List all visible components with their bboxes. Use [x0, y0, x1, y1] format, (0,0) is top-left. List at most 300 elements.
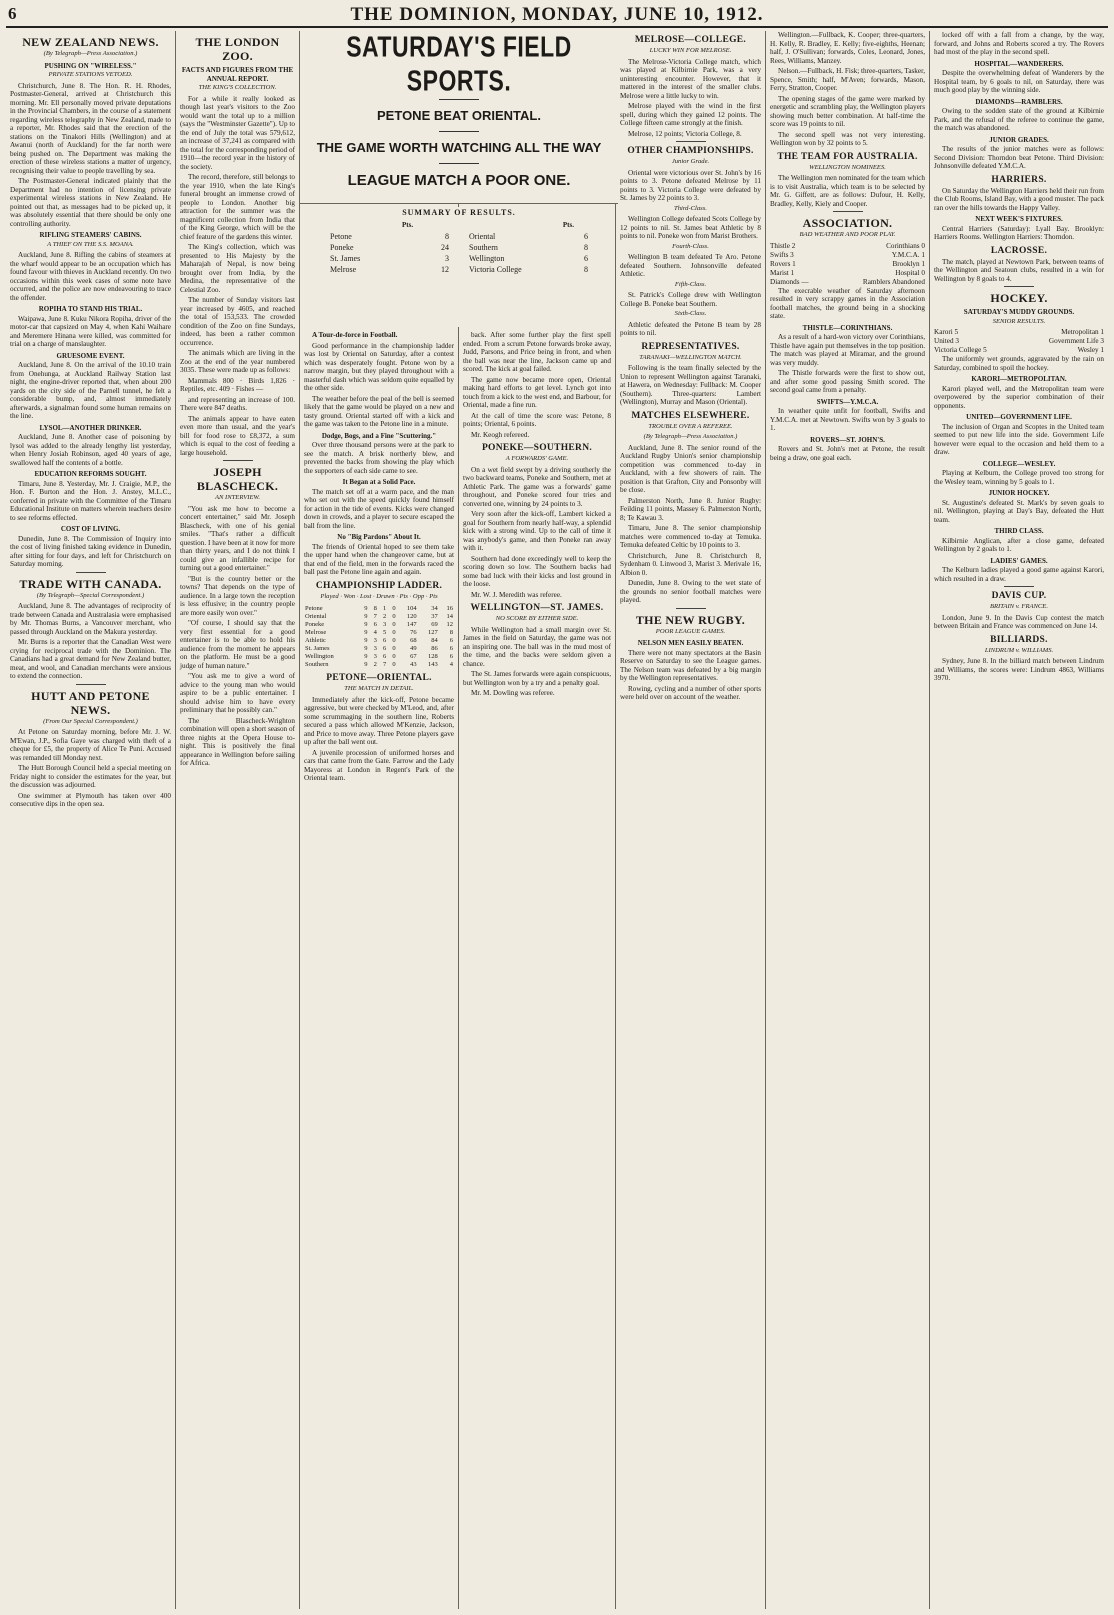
paragraph: The Thistle forwards were the first to show out, and after some good passing Smith scored. The second goal came from a penalty. — [770, 369, 925, 394]
ladder-cell: 9 — [364, 661, 368, 668]
paragraph: Wellington College defeated Scots College by 12 points to nil. St. James beat Athletic by 8 points to nil. Poneke won from Marist Brothers. — [620, 215, 761, 240]
ladder-cell: 14 — [446, 613, 453, 620]
ladder-cell: 3 — [382, 621, 387, 628]
ladder-cell: 5 — [382, 629, 387, 636]
subheadline: LYSOL—ANOTHER DRINKER. — [39, 423, 142, 432]
subheadline: THIRD CLASS. — [994, 527, 1044, 535]
paragraph: locked off with a fall from a change, by the way, forward, and Johns and Roberts scored a try. The Rovers had most of the play in the second spell. — [934, 31, 1104, 56]
subheadline: A THIEF ON THE S.S. MOANA. — [47, 240, 134, 248]
ladder-cell: 8 — [449, 629, 453, 636]
ladder-cell: 9 — [364, 637, 368, 644]
column-7 — [930, 31, 1108, 1609]
headline: TRADE WITH CANADA. — [19, 576, 162, 591]
ladder-cell: 84 — [431, 637, 438, 644]
away-points: 6 — [584, 232, 588, 241]
paragraph: As a result of a hard-won victory over Corinthians, Thistle have again put themselves in the top position. The match was played at Miramar, and the ground was very muddy. — [770, 333, 925, 367]
ladder-row — [304, 621, 454, 629]
ladder-row — [304, 613, 454, 621]
divider — [676, 141, 706, 142]
subheadline: LADIES' GAMES. — [990, 556, 1048, 565]
subheadline: No "Big Pardons" About It. — [337, 533, 421, 541]
ladder-cell: Athletic — [305, 637, 326, 644]
result-line — [770, 242, 925, 251]
ladder-cell: Petone — [305, 605, 323, 612]
home-points: 3 — [445, 254, 449, 263]
subheadline: TROUBLE OVER A REFEREE. — [648, 422, 733, 430]
paragraph: The Melrose-Victoria College match, which was played at Kilbirnie Park, was a very uninteresting encounter. However, that it mattered in the interest of the smaller clubs. Melrose were a little lucky to win. — [620, 57, 761, 100]
feature-deck-2: THE GAME WORTH WATCHING ALL THE WAY — [316, 140, 602, 155]
ladder-row — [304, 605, 454, 613]
subheadline: KARORI—METROPOLITAN. — [971, 375, 1067, 383]
result-row — [310, 264, 608, 275]
away-points: 8 — [584, 243, 588, 252]
paragraph: Waipawa, June 8. Kuku Nikora Ropiha, driver of the motor-car that capsized on May 4, when Kahi Waihare and Meremere Hinana were killed, was committed for trial on a charge of manslaughter. — [10, 314, 171, 348]
divider — [439, 131, 479, 132]
subheadline: Fourth-Class. — [672, 242, 709, 250]
ladder-cell: 4 — [373, 629, 377, 636]
paragraph: The weather before the peal of the bell is seemed likely that the game would be played on a new and tasty ground. Oriental started off with a kick and the game was taken to the Petone line in a minute. — [304, 394, 454, 428]
ladder-cell: 0 — [392, 613, 396, 620]
ladder-cell: Wellington — [305, 653, 334, 660]
ladder-cell: 16 — [446, 605, 453, 612]
paragraph: St. Patrick's College drew with Wellington College B. Poneke beat Southern. — [620, 291, 761, 308]
home-points: 8 — [445, 232, 449, 241]
divider — [1004, 286, 1034, 287]
paragraph: Christchurch, June 8. Christchurch 8, Sydenham 0. Linwood 3, Marist 3. Merivale 16, Albion 0. — [620, 551, 761, 577]
feature-deck-3: LEAGUE MATCH A POOR ONE. — [347, 172, 571, 189]
ladder-cell: Melrose — [305, 629, 327, 636]
subheadline: Dodge, Bogs, and a Fine "Scuttering." — [321, 431, 437, 440]
ladder-cell: 6 — [382, 653, 387, 660]
ladder-cell: Poneke — [305, 621, 325, 628]
championship-ladder — [304, 605, 454, 669]
hockey-results — [934, 328, 1104, 355]
result-line — [934, 346, 1104, 355]
ladder-cell: 86 — [431, 645, 438, 652]
ladder-cell: 104 — [406, 605, 417, 612]
headline: PETONE—ORIENTAL. — [326, 673, 432, 683]
divider — [1004, 586, 1034, 587]
team-score: Government Life 3 — [1048, 337, 1104, 345]
team-score: Karori 5 — [934, 328, 959, 336]
paragraph: "You ask me how to become a concert entertainer," said Mr. Joseph Blascheck, with one of his genial smiles. "That's rather a difficult question. I have been at it now for more than thirty years, and I do not think I could give an infallible recipe for turning out a good entertainer." — [180, 504, 295, 572]
ladder-header: Played · Won · Lost · Drawn · Pts · Opp · Pts — [320, 592, 438, 600]
subheadline: BAD WEATHER AND POOR PLAY. — [799, 231, 896, 238]
headline: MELROSE—COLLEGE. — [634, 35, 747, 45]
paragraph: Southern had done exceedingly well to keep the scoring down so low. The Southern backs had some bad luck with their kicks and lost ground in the loose. — [463, 554, 611, 588]
headline: HUTT AND PETONE NEWS. — [31, 688, 150, 717]
paragraph: "But is the country better or the towns? That depends on the type of audience. In a large town the reception is less effusive; in the country people are more easily won over." — [180, 574, 295, 617]
home-team: Petone — [330, 232, 352, 241]
headline: THE NEW RUGBY. — [635, 612, 746, 627]
home-team: Melrose — [330, 265, 357, 274]
spacer — [449, 242, 469, 253]
ladder-cell: 9 — [364, 645, 368, 652]
ladder-cell: 6 — [449, 637, 453, 644]
subheadline: Fifth-Class. — [674, 280, 707, 288]
subheadline: ROPIHA TO STAND HIS TRIAL. — [38, 305, 143, 313]
away-points: 8 — [584, 265, 588, 274]
points-header — [310, 220, 608, 231]
paragraph: Mr. W. J. Meredith was referee. — [471, 590, 562, 599]
away-team: Oriental — [469, 232, 496, 241]
subheadline: COLLEGE—WESLEY. — [982, 459, 1056, 468]
ladder-cell: 6 — [382, 637, 387, 644]
paragraph: The uniformly wet grounds, aggravated by the rain on Saturday, combined to spoil the hockey. — [934, 355, 1104, 372]
subheadline: A FORWARDS' GAME. — [505, 455, 569, 462]
ladder-cell: 0 — [392, 637, 396, 644]
paragraph: Mr. Burns is a reporter that the Canadian West were crying for reciprocal trade with the Dominion. The Canadians had a great demand for New Zealand butter, meat, and wool, and Canadian merchants were anxious to extend the connection. — [10, 638, 171, 680]
ladder-row — [304, 629, 454, 637]
divider — [439, 163, 479, 164]
subheadline: FACTS AND FIGURES FROM THE ANNUAL REPORT. — [181, 66, 294, 83]
paragraph: St. Augustine's defeated St. Mark's by seven goals to nil. Wellington, playing at Day's Bay, defeated the Hutt team. — [934, 498, 1104, 524]
subheadline: EDUCATION REFORMS SOUGHT. — [34, 470, 147, 478]
paragraph: The animals which are living in the Zoo at the end of the year numbered 3035. These were made up as follows: — [180, 349, 295, 374]
paragraph: The record, therefore, still belongs to the year 1910, when the late King's funeral brought an immense crowd of people to London. Another big attraction for the summer was the magnificent collection from India that of the King George, which will be the chief feature of the gardens this winter. — [180, 173, 295, 241]
paragraph: Karori played well, and the Metropolitan team were overpowered by the superior combination of their opponents. — [934, 384, 1104, 410]
paragraph: The inclusion of Organ and Scoptes in the United team seemed to put new life into the side. Government Life however were equal to the occasion and held them to a draw. — [934, 422, 1104, 456]
team-score: Corinthians 0 — [886, 241, 925, 250]
ladder-row — [304, 637, 454, 645]
ladder-row — [304, 653, 454, 661]
paragraph: Dunedin, June 8. Owing to the wet state of the grounds no senior football matches were played. — [620, 579, 761, 604]
paragraph: Mr. M. Dowling was referee. — [471, 689, 555, 697]
ladder-cell: 143 — [427, 661, 438, 668]
headline: REPRESENTATIVES. — [641, 341, 740, 352]
ladder-cell: 6 — [373, 621, 377, 628]
subheadline: TARANAKI—WELLINGTON MATCH. — [639, 353, 742, 361]
divider — [439, 99, 479, 100]
ladder-cell: 9 — [364, 653, 368, 660]
ladder-cell: 12 — [446, 621, 453, 628]
ladder-cell: 7 — [373, 613, 377, 620]
animal-table: Mammals 800 · Birds 1,826 · Reptiles, etc. 409 · Fishes — — [180, 376, 295, 393]
summary-title: SUMMARY OF RESULTS. — [402, 208, 516, 217]
team-score: Brooklyn 1 — [892, 259, 925, 268]
team-score: Victoria College 5 — [934, 346, 987, 354]
paragraph: The second spell was not very interesting. Wellington won by 32 points to 5. — [770, 130, 925, 147]
paragraph: Sydney, June 8. In the billiard match between Lindrum and Williams, the scores were: Lindrum 4863, Williams 3970. — [934, 657, 1104, 682]
headline: PONEKE—SOUTHERN. — [481, 443, 593, 453]
ladder-cell: 4 — [449, 661, 453, 668]
subheadline: JUNIOR HOCKEY. — [988, 489, 1050, 497]
paragraph: Nelson.—Fullback, H. Fisk; three-quarters, Tasker, Spence, Smith; half, M'Aven; forwards, Mason, Ferry, Stratton, Cooper. — [770, 67, 925, 92]
subheadline: Junior Grade. — [671, 158, 710, 165]
pts-label-away: Pts. — [562, 221, 574, 229]
paragraph: At the call of time the score was: Petone, 8 points; Oriental, 6 points. — [463, 411, 611, 428]
columns — [6, 31, 1108, 1611]
team-score: Ramblers Abandoned — [862, 277, 925, 286]
team-score: Metropolitan 1 — [1061, 328, 1104, 336]
column-1 — [6, 31, 176, 1609]
paragraph: Playing at Kelburn, the College proved too strong for the Wesley team, winning by 5 goals to 1. — [934, 469, 1104, 486]
paragraph: The Wellington men nominated for the team which is to visit Australia, which team is to be selected by Mr. G. Giffett, are as follows: Dufour, H. Kelly, Bradley, Kelly, Kiely and Cooper. — [770, 174, 925, 208]
subheadline: BRITAIN v. FRANCE. — [990, 603, 1048, 610]
subheadline: SENIOR RESULTS. — [992, 317, 1046, 325]
subheadline: PRIVATE STATIONS VETOED. — [48, 71, 133, 78]
ladder-cell: 0 — [392, 645, 396, 652]
paragraph: The St. James forwards were again conspicuous, but Wellington won by a try and a penalty goal. — [463, 670, 611, 687]
masthead — [6, 4, 1108, 28]
ladder-row — [304, 645, 454, 653]
result-row — [310, 242, 608, 253]
subheadline: COST OF LIVING. — [60, 525, 121, 533]
ladder-cell: 2 — [382, 613, 387, 620]
away-team: Wellington — [469, 254, 505, 263]
subheadline: POOR LEAGUE GAMES. — [655, 627, 726, 635]
divider — [76, 572, 106, 573]
paragraph: Very soon after the kick-off, Lambert kicked a goal for Southern from nearly half-way, a splendid kick with a strong wind. Up to the call of time it was anybody's game, and then Poneke ran away with it. — [463, 510, 611, 552]
paragraph: Mr. Keogh refereed. — [471, 430, 530, 439]
subheadline: THE KING'S COLLECTION. — [198, 84, 277, 91]
paragraph: Auckland, June 8. The advantages of reciprocity of trade between Canada and Australasia were emphasised by Mr. Thomas Burns, a Vancouver merchant, who passed through Auckland on the Makura yesterday. — [10, 602, 171, 636]
subheadline: HOSPITAL—WANDERERS. — [974, 59, 1064, 68]
association-results — [770, 242, 925, 287]
paragraph: Rowing, cycling and a number of other sports were held over on account of the weather. — [620, 684, 761, 701]
paragraph: The Hutt Borough Council held a special meeting on Friday night to consider the estimates for the year, but the discussion was adjourned. — [10, 764, 171, 789]
ladder-cell: 147 — [406, 621, 417, 628]
paragraph: Central Harriers (Saturday): Lyall Bay. Brooklyn: Harriers Rooms. Wellington Harriers: Thorndon. — [934, 224, 1104, 241]
headline: THE LONDON ZOO. — [195, 35, 280, 63]
team-score: Y.M.C.A. 1 — [891, 250, 925, 259]
subheadline: PUSHING ON "WIRELESS." — [44, 61, 137, 70]
paragraph: The animals appear to have eaten even more than usual, and the year's bill for food rose to £8,372, a sum which is equal to the cost of feeding a large household. — [180, 414, 295, 457]
paragraph: The game now became more open, Oriental making hard efforts to get level. Lynch got into touch from a kick to the west end, and Barbour, for Oriental, made a fine run. — [463, 375, 611, 409]
byline: (By Telegraph—Press Association.) — [643, 433, 738, 440]
paragraph: The number of Sunday visitors last year increased by 4605, and reached the total of 153,533. The crowded condition of the Zoo on fine Sundays, indeed, has been a rather common occurrence. — [180, 296, 295, 347]
headline: NEW ZEALAND NEWS. — [22, 35, 159, 49]
ladder-cell: 9 — [364, 605, 368, 612]
paragraph: Melrose, 12 points; Victoria College, 8. — [628, 129, 742, 138]
paragraph: Kilbirnie Anglican, after a close game, defeated Wellington by 2 goals to 1. — [934, 536, 1104, 553]
ladder-cell: 69 — [431, 621, 438, 628]
ladder-cell: 128 — [427, 653, 438, 660]
paragraph: London, June 9. In the Davis Cup contest the match between Britain and France was commenced on June 14. — [934, 613, 1104, 630]
paragraph: Dunedin, June 8. The Commission of Inquiry into the cost of living finished taking evidence in Dunedin, after sitting for four days, and left for Christchurch on Saturday morning. — [10, 534, 171, 568]
divider — [76, 684, 106, 685]
paragraph: Timaru, June 8. The senior championship matches were commenced to-day at Temuka. Temuka defeated Celtic by 10 points to 3. — [620, 524, 761, 549]
home-points: 24 — [441, 243, 449, 252]
paragraph: A Tour-de-force in Football. — [312, 331, 398, 339]
team-score: Wesley 1 — [1077, 346, 1104, 354]
feature-headline-block — [300, 31, 618, 204]
ladder-cell: 6 — [449, 645, 453, 652]
ladder-cell: 0 — [392, 661, 396, 668]
ladder-cell: 2 — [373, 661, 377, 668]
ladder-cell: 9 — [364, 621, 368, 628]
home-points: 12 — [441, 265, 449, 274]
subheadline: NO SCORE BY EITHER SIDE. — [495, 615, 579, 622]
paragraph: For a while it really looked as though last year's visitors to the Zoo would want the total up to a million (says the "Westminster Gazette"). Up to the end of July the total was 579,612, an increase of 37,241 as compared with the total for the corresponding period of 1910—the record year in the history of the society. — [180, 94, 295, 171]
ladder-cell: Southern — [305, 661, 329, 668]
ladder-cell: 34 — [431, 605, 438, 612]
feature-deck-1: PETONE BEAT ORIENTAL. — [377, 108, 541, 123]
subheadline: UNITED—GOVERNMENT LIFE. — [966, 413, 1072, 421]
paragraph: Wellington.—Fullback, K. Cooper; three-quarters, H. Kelly, R. Bradley, E. Kelly; five-eighths, Heenan; half, J. O'Sullivan; forwards, Coles, Leonard, Jones, Rees, Williams, Manzey. — [770, 31, 925, 65]
result-line — [770, 278, 925, 287]
divider — [833, 211, 863, 212]
paragraph: Rovers and St. John's met at Petone, the result being a draw, one goal each. — [770, 445, 925, 462]
ladder-body — [304, 605, 454, 669]
ladder-cell: 37 — [431, 613, 438, 620]
paragraph: The King's collection, which was presented to His Majesty by the Maharajah of Nepal, is now being brought over from India, by the Medina, the representative of the Celestial Zoo. — [180, 243, 295, 294]
paragraph: The execrable weather of Saturday afternoon resulted in very scrappy games in the Association football matches, the ground being in a shocking state. — [770, 286, 925, 320]
away-team: Victoria College — [469, 265, 522, 274]
paragraph: Immediately after the kick-off, Petone became aggressive, but were checked by M'Leod, and, after some scrummaging in the southern line, Roberts secured a pass which allowed M'Kenzie, Jackson, and Price to move away. Three Petone players gave up after the ball went out. — [304, 695, 454, 746]
paragraph: Owing to the sodden state of the ground at Kilbirnie Park, and the refusal of the referee to continue the game, the match was abandoned. — [934, 107, 1104, 132]
ladder-cell: 76 — [410, 629, 417, 636]
ladder-cell: 127 — [427, 629, 438, 636]
subheadline: DIAMONDS—RAMBLERS. — [975, 97, 1063, 106]
team-score: Rovers 1 — [770, 259, 796, 268]
team-score: Diamonds — — [770, 277, 809, 286]
paragraph: Good performance in the championship ladder was lost by Oriental on Saturday, after a contest which was desperately fought. Petone won by a narrow margin, but they played throughout with a masterful dash which was seldom quite equalled by the other side. — [304, 341, 454, 392]
paragraph: The results of the junior matches were as follows: Second Division: Thorndon beat Petone. Third Division: Johnsonville defeated Y.M.C.A. — [934, 145, 1104, 170]
ladder-cell: 3 — [373, 653, 377, 660]
paragraph: Palmerston North, June 8. Junior Rugby: Feilding 11 points, Massey 6. Palmerston North, 8; Te Kawau 3. — [620, 496, 761, 522]
paragraph: The Postmaster-General indicated plainly that the Department had no intention of licensing private experimental wireless stations in New Zealand. He pointed out that, as messages had to be picked up, it was absolutely essential that there should be only one controlling authority. — [10, 177, 171, 228]
subheadline: RIFLING STEAMERS' CABINS. — [39, 231, 142, 239]
paragraph: back. After some further play the first spell ended. From a scrum Petone forwards broke away, Judd, Parsons, and Price being in front, and when the ball was near the line, Jackson came up and scored. The kick at goal failed. — [463, 331, 611, 373]
ladder-cell: 0 — [392, 605, 396, 612]
subheadline: ROVERS—ST. JOHN'S. — [810, 435, 885, 444]
paragraph: Auckland, June 8. The senior round of the Auckland Rugby Union's senior championship competition was commenced to-day in Auckland, with a few showers of rain. The position is that Grafton, City and Ponsonby will be close. — [620, 443, 761, 494]
subheadline: AN INTERVIEW. — [214, 494, 261, 501]
byline: (From Our Special Correspondent.) — [43, 717, 138, 725]
column-2 — [176, 31, 300, 1609]
divider — [223, 460, 253, 461]
subheadline: Sixth-Class. — [674, 310, 707, 317]
paragraph: Melrose played with the wind in the first spell, during which they gained 12 points. The College fifteen came strongly at the finish. — [620, 102, 761, 127]
subheadline: It Began at a Solid Pace. — [342, 478, 416, 486]
ladder-cell: 3 — [373, 645, 377, 652]
headline: ASSOCIATION. — [802, 216, 893, 230]
paragraph: Auckland, June 8. Another case of poisoning by lysol was added to the already lengthy list yesterday, when Henry Josiah Robinson, aged 40 years of age, swallowed half the contents of a bottle. — [10, 433, 171, 467]
subheadline: NEXT WEEK'S FIXTURES. — [975, 215, 1063, 223]
headline: HARRIERS. — [991, 174, 1047, 185]
headline: WELLINGTON—ST. JAMES. — [470, 603, 604, 613]
subheadline: THE MATCH IN DETAIL. — [344, 685, 414, 692]
home-team: St. James — [330, 254, 361, 263]
paragraph: There were not many spectators at the Basin Reserve on Saturday to see the League games. The Nelson team was defeated by a big margin by the Wellington representatives. — [620, 648, 761, 682]
results-summary — [310, 207, 608, 327]
paragraph: Wellington B team defeated Te Aro. Petone defeated Southern. Johnsonville defeated Athletic. — [620, 253, 761, 278]
headline: HOCKEY. — [990, 291, 1048, 305]
paragraph: Christchurch, June 8. The Hon. R. H. Rhodes, Postmaster-General, arrived at Christchurch this morning. Mr. Ell personally moved private deputations in the Provincial Chambers, in the course of a statement regarding wireless telegraphy in New Zealand, made to a reporter, Mr. Rhodes said that the erection of the stations on the Tinakori Hills (Wellington) and at Awanui (north of Auckland) for the far north were being pushed on. The Department was making the erection of these wireless stations a matter of urgency, recognising their value to people travelling by sea. — [10, 81, 171, 175]
paragraph: "You ask me to give a word of advice to the young man who would aspire to be a public entertainer. I should advise him to have every preliminary that he possibly can." — [180, 672, 295, 714]
page-number: 6 — [8, 4, 17, 23]
subheadline: JUNIOR GRADES. — [989, 135, 1049, 144]
ladder-cell: 9 — [364, 613, 368, 620]
paragraph: Following is the team finally selected by the Union to represent Wellington against Taranaki, at Hawera, on Wednesday: Fullback: M. Cooper (Southern). Three-quarters: Lambert (Wellington), Murray and Mason (Oriental). — [620, 364, 761, 406]
divider — [676, 608, 706, 609]
spacer — [449, 231, 469, 242]
headline: BILLIARDS. — [990, 634, 1048, 645]
ladder-cell: 3 — [373, 637, 377, 644]
ladder-cell: 6 — [382, 645, 387, 652]
paragraph: The opening stages of the game were marked by energetic and scrambling play, the Wellington players showing much better combination. At half-time the score was 19 points to nil. — [770, 94, 925, 128]
subheadline: SATURDAY'S MUDDY GROUNDS. — [963, 308, 1075, 316]
ladder-cell: 8 — [373, 605, 377, 612]
ladder-cell: 43 — [410, 661, 417, 668]
ladder-cell: 0 — [392, 653, 396, 660]
byline: (By Telegraph—Press Association.) — [43, 50, 138, 57]
subheadline: SWIFTS—Y.M.C.A. — [816, 397, 879, 406]
column-6 — [766, 31, 930, 1609]
column-5 — [616, 31, 766, 1609]
result-row — [310, 231, 608, 242]
ladder-cell: 1 — [382, 605, 387, 612]
ladder-cell: 0 — [392, 621, 396, 628]
paragraph: The Blascheck-Wrighton combination will open a short season of three nights at the Opera House to-night. This is positively the final appearance in Wellington before sailing for Africa. — [180, 716, 295, 767]
ladder-cell: 0 — [392, 629, 396, 636]
subheadline: THISTLE—CORINTHIANS. — [802, 323, 893, 332]
subheadline: Third-Class. — [674, 204, 707, 212]
spacer — [449, 253, 469, 264]
pts-label-home: Pts. — [402, 221, 414, 229]
paragraph: Oriental were victorious over St. John's by 16 points to 3. Petone defeated Melrose by 11 points to 3. Victoria College were defeated by St. James by 22 points to 3. — [620, 168, 761, 202]
ladder-cell: 7 — [382, 661, 387, 668]
headline: LACROSSE. — [990, 245, 1048, 256]
paragraph: Over three thousand persons were at the park to see the match. A brisk northerly blew, and prevented the backs from showing the play which the supporters of each side came to see. — [304, 441, 454, 475]
home-team: Poneke — [330, 243, 354, 252]
result-line — [934, 337, 1104, 346]
ladder-cell: 6 — [449, 653, 453, 660]
ladder-cell: 49 — [410, 645, 417, 652]
result-line — [770, 251, 925, 260]
team-score: Thistle 2 — [770, 241, 796, 250]
team-score: United 3 — [934, 337, 959, 345]
headline: THE TEAM FOR AUSTRALIA. — [777, 151, 918, 162]
paragraph: One swimmer at Plymouth has taken over 400 consecutive dips in the open sea. — [10, 791, 171, 808]
newspaper-title: THE DOMINION, MONDAY, JUNE 10, 1912. — [350, 4, 764, 25]
paragraph: A juvenile procession of uniformed horses and cars that came from the Gate. Farrow and the Lady Mayoress at London in Regent's Park of the Oriental team. — [304, 748, 454, 782]
paragraph: The match, played at Newtown Park, between teams of the Wellington and Seatoun clubs, resulted in a win for Wellington by 8 goals to 4. — [934, 257, 1104, 283]
paragraph: Auckland, June 8. On the arrival of the 10.10 train from Onehunga, at Auckland Railway Station last night, the engine-driver reported that, when about 200 yards on the city side of the Parnell tunnel, he felt a considerable bump, and, almost immediately afterwards, a signalman found some human remains on the line. — [10, 361, 171, 420]
result-line — [934, 328, 1104, 337]
headline: MATCHES ELSEWHERE. — [631, 410, 750, 421]
paragraph: In weather quite unfit for football, Swifts and Y.M.C.A. met at Newtown. Swifts won by 3 goals to 1. — [770, 407, 925, 432]
ladder-row — [304, 661, 454, 669]
ladder-cell: 9 — [364, 629, 368, 636]
subheadline: WELLINGTON NOMINEES. — [809, 163, 886, 171]
paragraph: The friends of Oriental hoped to see them take the upper hand when the changeover came, but at that end of the field, men in the forwards raced the ball past the Petone line again and again. — [304, 542, 454, 576]
result-line — [770, 260, 925, 269]
paragraph: Auckland, June 8. Rifling the cabins of steamers at the wharf would appear to be an occupation which has found favour with thieves in Auckland recently. On two occasions within this week cases of some note have occurred, and the police are now endeavouring to trace the offender. — [10, 251, 171, 302]
subheadline: NELSON MEN EASILY BEATEN. — [637, 639, 744, 647]
subheadline: GRUESOME EVENT. — [56, 351, 125, 360]
ladder-cell: 68 — [410, 637, 417, 644]
team-score: Swifts 3 — [770, 250, 794, 259]
ladder-title: CHAMPIONSHIP LADDER. — [315, 580, 443, 591]
result-row — [310, 253, 608, 264]
paragraph: Timaru, June 8. Yesterday, Mr. J. Craigie, M.P., the Hon. F. Burton and the Hon. J. Anstey, M.L.C., conferred in private with the Committee of the Timaru Educational Institute on matters wherein teachers desire to see reforms effected. — [10, 479, 171, 522]
headline: DAVIS CUP. — [991, 591, 1047, 601]
ladder-cell: 120 — [406, 613, 417, 620]
team-score: Hospital 0 — [895, 268, 925, 277]
paragraph: While Wellington had a small margin over St. James in the field on Saturday, the game was not an inspiring one. The ball was in the mud most of the time, and the backs were seldom given a chance. — [463, 625, 611, 668]
paragraph: The Kelburn ladies played a good game against Karori, which resulted in a draw. — [934, 566, 1104, 583]
paragraph: Athletic defeated the Petone B team by 28 points to nil. — [620, 320, 761, 337]
paragraph: On Saturday the Wellington Harriers held their run from the Club Rooms, Island Bay, with a good muster. The pack ran over the hills towards the Happy Valley. — [934, 186, 1104, 212]
headline: JOSEPH BLASCHECK. — [196, 465, 279, 493]
subheadline: LINDRUM v. WILLIAMS. — [984, 646, 1054, 654]
paragraph: and representing an increase of 100. There were 847 deaths. — [180, 395, 295, 412]
ladder-cell: 67 — [410, 653, 417, 660]
ladder-cell: Oriental — [305, 613, 327, 620]
paragraph: At Petone on Saturday morning, before Mr. J. W. M'Ewan, J.P., Sofia Gaye was charged with theft of a cheque for £5, the property of Alice Te Puni. Accused was remanded till Monday next. — [10, 728, 171, 762]
